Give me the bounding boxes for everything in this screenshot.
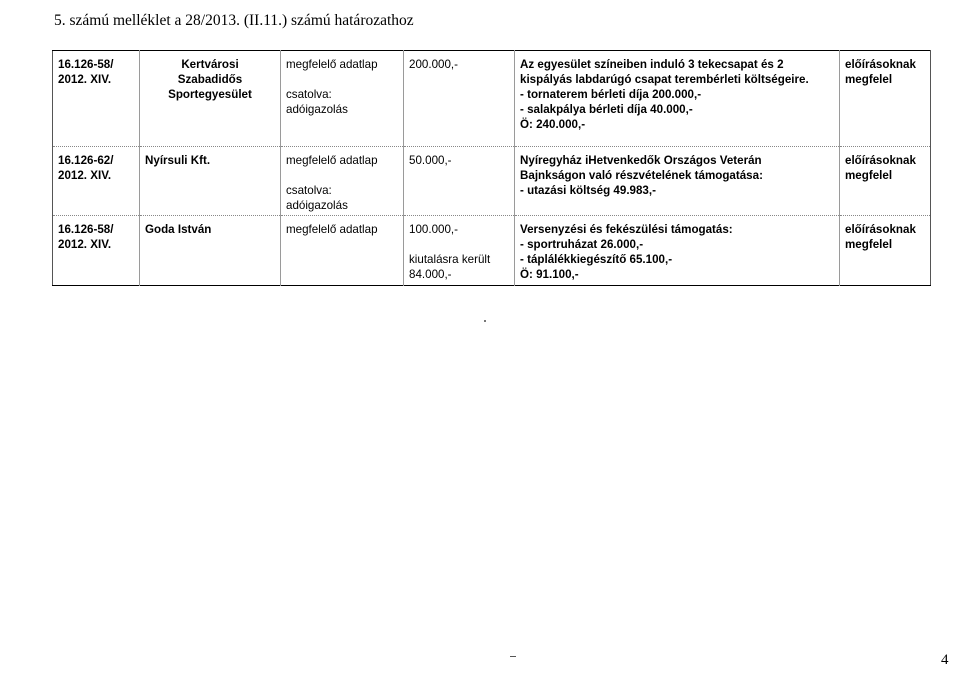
status-cell bbox=[840, 147, 931, 216]
organization-name-line: Szabadidős bbox=[177, 73, 243, 86]
status-line: előírásoknak bbox=[845, 154, 916, 167]
purpose-total: Ö: 91.100,- bbox=[520, 268, 579, 281]
amount-line bbox=[409, 237, 509, 252]
reference-number: 16.126-62/ bbox=[58, 154, 114, 167]
attachments-cell bbox=[281, 216, 404, 286]
status-cell bbox=[840, 216, 931, 286]
attachment-line: csatolva: bbox=[286, 88, 332, 101]
amount-cell bbox=[404, 216, 515, 286]
organization-cell bbox=[140, 147, 281, 216]
purpose-line: - sportruházat 26.000,- bbox=[520, 238, 644, 251]
status-line: megfelel bbox=[845, 73, 893, 86]
status-cell bbox=[840, 51, 931, 147]
status-line: előírásoknak bbox=[845, 58, 916, 71]
purpose-line: Nyíregyház iHetvenkedők Országos Veterán bbox=[520, 154, 762, 167]
purpose-total: Ö: 240.000,- bbox=[520, 118, 586, 131]
attachment-line bbox=[286, 72, 398, 87]
organization-name-line: Sportegyesület bbox=[168, 88, 252, 101]
page-number: 4 bbox=[941, 652, 949, 668]
reference-number-cell bbox=[53, 147, 140, 216]
status-line: előírásoknak bbox=[845, 223, 916, 236]
table-row bbox=[53, 216, 931, 286]
purpose-line: - utazási költség 49.983,- bbox=[520, 184, 656, 197]
reference-year: 2012. XIV. bbox=[58, 73, 112, 86]
purpose-line: Bajnkságon való részvételének támogatása: bbox=[520, 169, 763, 182]
requested-amount: 50.000,- bbox=[409, 154, 452, 167]
organization-name-line: Nyírsuli Kft. bbox=[145, 154, 211, 167]
table-row bbox=[53, 147, 931, 216]
purpose-line: Az egyesület színeiben induló 3 tekecsapat és 2 bbox=[520, 58, 784, 71]
attachments-cell bbox=[281, 51, 404, 147]
organization-cell bbox=[140, 51, 281, 147]
status-line: megfelel bbox=[845, 238, 893, 251]
purpose-line: - salakpálya bérleti díja 40.000,- bbox=[520, 103, 693, 116]
attachment-line: megfelelő adatlap bbox=[286, 223, 378, 236]
applications-table bbox=[52, 50, 931, 286]
attachment-line: adóigazolás bbox=[286, 103, 348, 116]
attachment-line bbox=[286, 168, 398, 183]
amount-cell bbox=[404, 51, 515, 147]
organization-cell bbox=[140, 216, 281, 286]
organization-name-line: Goda István bbox=[145, 223, 212, 236]
attachment-line: csatolva: bbox=[286, 184, 332, 197]
attachment-line: megfelelő adatlap bbox=[286, 58, 378, 71]
scan-speck bbox=[484, 320, 486, 322]
reference-number-cell bbox=[53, 51, 140, 147]
status-line: megfelel bbox=[845, 169, 893, 182]
reference-number: 16.126-58/ bbox=[58, 223, 114, 236]
amount-cell bbox=[404, 147, 515, 216]
reference-year: 2012. XIV. bbox=[58, 169, 112, 182]
requested-amount: 100.000,- bbox=[409, 223, 458, 236]
reference-year: 2012. XIV. bbox=[58, 238, 112, 251]
purpose-cell bbox=[515, 51, 840, 147]
attachments-cell bbox=[281, 147, 404, 216]
purpose-cell bbox=[515, 147, 840, 216]
attachment-line: megfelelő adatlap bbox=[286, 154, 378, 167]
purpose-line: - tornaterem bérleti díja 200.000,- bbox=[520, 88, 702, 101]
disbursed-label: kiutalásra került bbox=[409, 253, 491, 266]
organization-name-line: Kertvárosi bbox=[181, 58, 239, 71]
purpose-line: - táplálékkiegészítő 65.100,- bbox=[520, 253, 673, 266]
document-heading: 5. számú melléklet a 28/2013. (II.11.) számú határozathoz bbox=[54, 12, 414, 29]
table-row bbox=[53, 51, 931, 147]
scan-mark bbox=[510, 656, 516, 657]
purpose-line: kispályás labdarúgó csapat terembérleti költségeire. bbox=[520, 73, 809, 86]
requested-amount: 200.000,- bbox=[409, 58, 458, 71]
reference-number-cell bbox=[53, 216, 140, 286]
reference-number: 16.126-58/ bbox=[58, 58, 114, 71]
purpose-line: Versenyzési és fekészülési támogatás: bbox=[520, 223, 733, 236]
attachment-line: adóigazolás bbox=[286, 199, 348, 212]
disbursed-amount: 84.000,- bbox=[409, 268, 452, 281]
purpose-cell bbox=[515, 216, 840, 286]
